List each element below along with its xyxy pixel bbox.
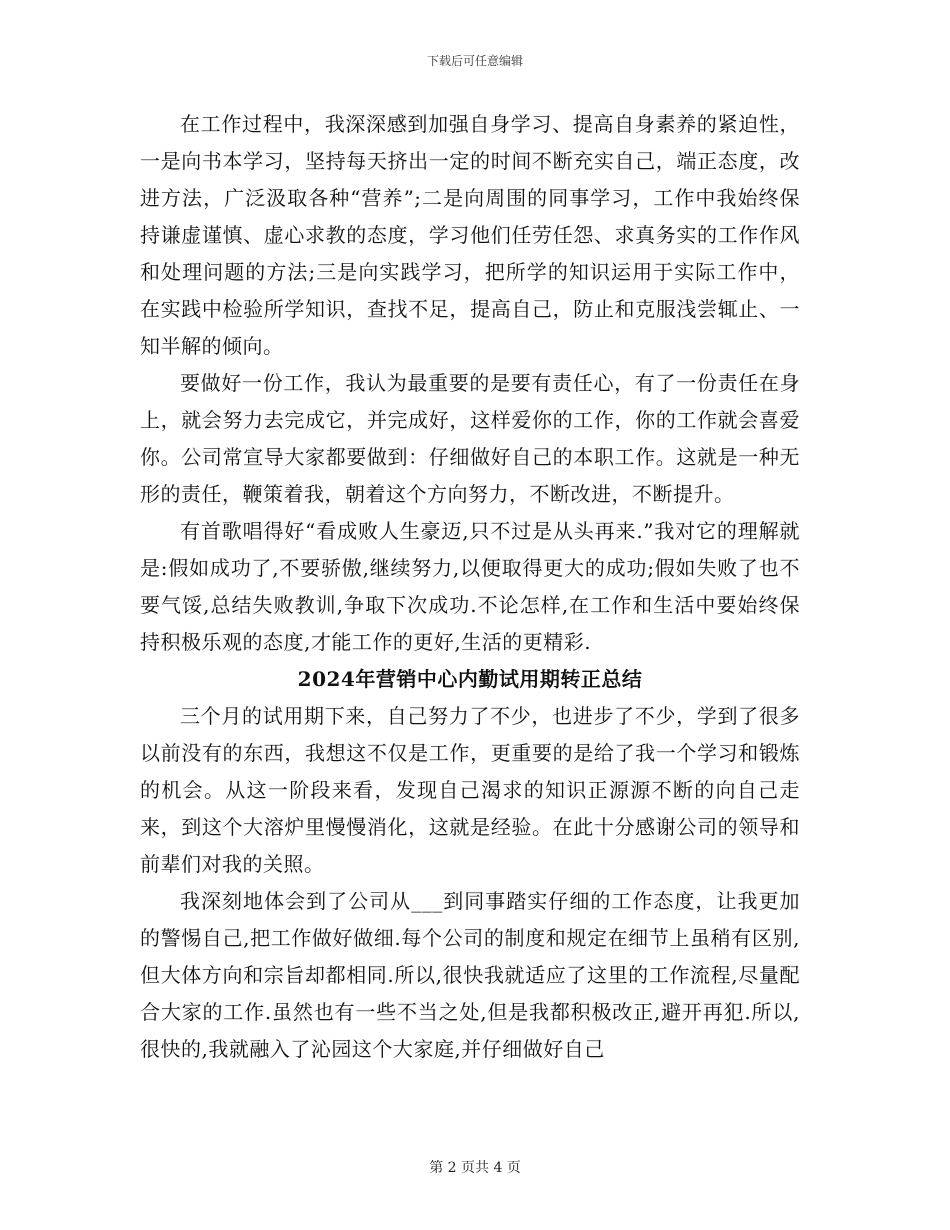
document-body [140,106,800,1068]
section-title: 2024年营销中心内勤试用期转正总结 [297,667,643,691]
page-header: 下载后可任意编辑 [426,54,523,68]
page-number: 第 2 页共 4 页 [429,1160,521,1176]
paragraph-experience: 我深刻地体会到了公司从___到同事踏实仔细的工作态度，让我更加的警惕自己,把工作做好做细.每个公司的制度和规定在细节上虽稍有区别,但大体方向和宗旨却都相同.所以,很快我就适应了这里的工作流程,尽量配合大家的工作.虽然也有一些不当之处,但是我都积极改正,避开再犯.所以,很快的,我就融入了沁园这个大家庭,并仔细做好自己 [140,889,800,1061]
paragraph-probation: 三个月的试用期下来，自己努力了不少，也进步了不少，学到了很多以前没有的东西，我想这不仅是工作，更重要的是给了我一个学习和锻炼的机会。从这一阶段来看，发现自己渴求的知识正源源不断的向自己走来，到这个大溶炉里慢慢消化，这就是经验。在此十分感谢公司的领导和前辈们对我的关照。 [140,704,800,876]
paragraph-song: 有首歌唱得好“看成败人生豪迈,只不过是从头再来.”我对它的理解就是:假如成功了,不要骄傲,继续努力,以便取得更大的成功;假如失败了也不要气馁,总结失败教训,争取下次成功.不论怎样,在工作和生活中要始终保持积极乐观的态度,才能工作的更好,生活的更精彩. [140,519,800,654]
paragraph-responsibility: 要做好一份工作，我认为最重要的是要有责任心，有了一份责任在身上，就会努力去完成它，并完成好，这样爱你的工作，你的工作就会喜爱你。公司常宣导大家都要做到：仔细做好自己的本职工作。这就是一种无形的责任，鞭策着我，朝着这个方向努力，不断改进，不断提升。 [140,371,800,506]
paragraph-learning: 在工作过程中，我深深感到加强自身学习、提高自身素养的紧迫性，一是向书本学习，坚持每天挤出一定的时间不断充实自己，端正态度，改进方法，广泛汲取各种“营养”;二是向周围的同事学习，工作中我始终保持谦虚谨慎、虚心求教的态度，学习他们任劳任怨、求真务实的工作作风和处理问题的方法;三是向实践学习，把所学的知识运用于实际工作中，在实践中检验所学知识，查找不足，提高自己，防止和克服浅尝辄止、一知半解的倾向。 [140,112,800,358]
